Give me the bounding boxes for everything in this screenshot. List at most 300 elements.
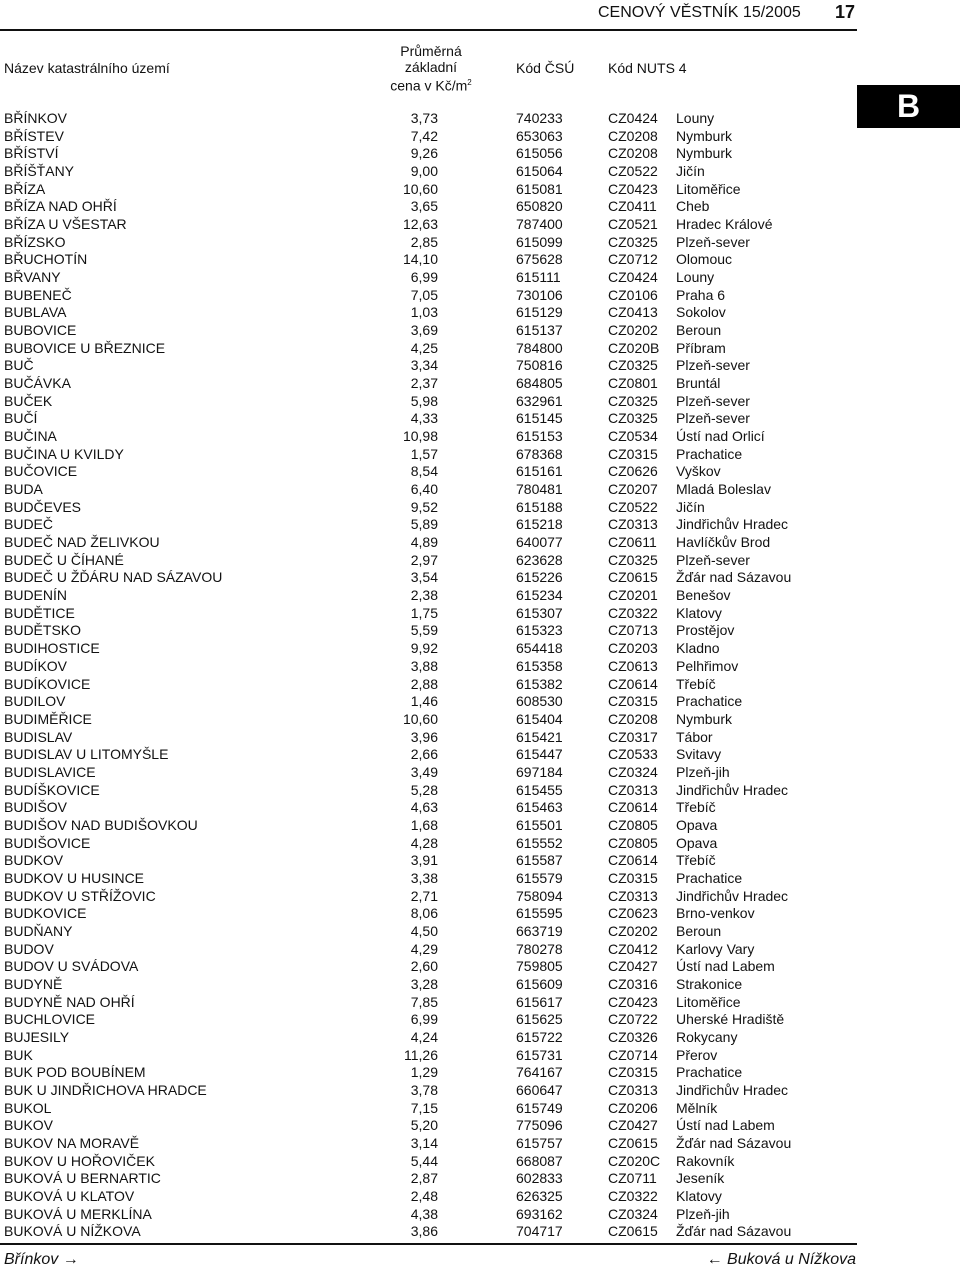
- cadastral-name: BUDIHOSTICE: [4, 640, 100, 657]
- cadastral-name: BŘÍSTVÍ: [4, 145, 59, 162]
- cadastral-name: BUDIŠOV NAD BUDIŠOVKOU: [4, 816, 198, 833]
- csu-code: 615749: [516, 1099, 563, 1116]
- csu-code: 660647: [516, 1081, 563, 1098]
- table-row: [0, 976, 857, 994]
- district-name: Hradec Králové: [676, 216, 773, 233]
- csu-code: 663719: [516, 922, 563, 939]
- table-row: [0, 393, 857, 411]
- district-name: Prachatice: [676, 1064, 743, 1081]
- district-name: Prachatice: [676, 869, 743, 886]
- cadastral-name: BUBLAVA: [4, 304, 67, 321]
- column-header-nuts: Kód NUTS 4: [608, 60, 687, 76]
- cadastral-name: BUDISLAVICE: [4, 763, 96, 780]
- average-price: 3,88: [410, 657, 438, 674]
- csu-code: 626325: [516, 1187, 563, 1204]
- nuts-code: CZ0313: [608, 781, 658, 798]
- csu-code: 654418: [516, 640, 563, 657]
- cadastral-name: BUDEČ NAD ŽELIVKOU: [4, 534, 160, 551]
- table-row: [0, 163, 857, 181]
- average-price: 11,26: [404, 1046, 438, 1063]
- district-name: Beroun: [676, 322, 722, 339]
- cadastral-name: BUČÍ: [4, 410, 38, 427]
- cadastral-name: BUČ: [4, 357, 34, 374]
- table-row: [0, 1011, 857, 1029]
- district-name: Opava: [676, 834, 718, 851]
- nuts-code: CZ0533: [608, 746, 658, 763]
- cadastral-name: BŘÍZSKO: [4, 233, 66, 250]
- average-price: 5,28: [410, 781, 438, 798]
- cadastral-name: BUKOVÁ U NÍŽKOVA: [4, 1223, 141, 1240]
- table-row: [0, 1029, 857, 1047]
- table-row: [0, 764, 857, 782]
- table-row: [0, 552, 857, 570]
- footer-rule: [0, 1243, 857, 1245]
- district-name: Sokolov: [676, 304, 726, 321]
- district-name: Mělník: [676, 1099, 718, 1116]
- csu-code: 640077: [516, 534, 563, 551]
- csu-code: 615056: [516, 145, 563, 162]
- csu-code: 787400: [516, 216, 563, 233]
- average-price: 4,63: [410, 799, 438, 816]
- average-price: 4,28: [410, 834, 438, 851]
- nuts-code: CZ0801: [608, 375, 658, 392]
- average-price: 1,75: [410, 604, 438, 621]
- table-row: [0, 905, 857, 923]
- csu-code: 615579: [516, 869, 563, 886]
- nuts-code: CZ0424: [608, 110, 658, 126]
- district-name: Plzeň-jih: [676, 763, 730, 780]
- average-price: 4,33: [410, 410, 438, 427]
- csu-code: 615137: [516, 322, 563, 339]
- price-header-line2: základní: [404, 59, 458, 75]
- district-name: Příbram: [676, 339, 726, 356]
- nuts-code: CZ0614: [608, 675, 658, 692]
- cadastral-name: BUKOL: [4, 1099, 52, 1116]
- csu-code: 675628: [516, 251, 563, 268]
- nuts-code: CZ0203: [608, 640, 658, 657]
- nuts-code: CZ0714: [608, 1046, 658, 1063]
- average-price: 2,37: [410, 375, 438, 392]
- average-price: 1,57: [410, 445, 438, 462]
- district-name: Rakovník: [676, 1152, 735, 1169]
- csu-code: 750816: [516, 357, 563, 374]
- nuts-code: CZ0412: [608, 940, 658, 957]
- nuts-code: CZ0322: [608, 1187, 658, 1204]
- table-row: [0, 534, 857, 552]
- nuts-code: CZ0324: [608, 763, 658, 780]
- footer-last-entry: ← Buková u Nížkova: [706, 1251, 856, 1268]
- district-name: Jičín: [676, 163, 705, 180]
- csu-code: 764167: [516, 1064, 563, 1081]
- csu-code: 615625: [516, 1011, 563, 1028]
- table-row: [0, 605, 857, 623]
- average-price: 1,46: [410, 693, 438, 710]
- average-price: 5,20: [410, 1117, 438, 1134]
- table-row: [0, 216, 857, 234]
- average-price: 3,34: [410, 357, 438, 374]
- table-row: [0, 693, 857, 711]
- csu-code: 615161: [516, 463, 563, 480]
- district-name: Ústí nad Labem: [676, 958, 775, 975]
- average-price: 9,52: [410, 498, 438, 515]
- table-row: [0, 1153, 857, 1171]
- nuts-code: CZ0313: [608, 887, 658, 904]
- nuts-code: CZ0411: [608, 198, 657, 215]
- district-name: Jindřichův Hradec: [676, 1081, 789, 1098]
- nuts-code: CZ0208: [608, 127, 658, 144]
- csu-code: 615081: [516, 180, 563, 197]
- csu-code: 615129: [516, 304, 563, 321]
- nuts-code: CZ0325: [608, 233, 658, 250]
- nuts-code: CZ0315: [608, 869, 658, 886]
- table-row: [0, 622, 857, 640]
- csu-code: 615757: [516, 1134, 563, 1151]
- nuts-code: CZ0325: [608, 551, 658, 568]
- cadastral-name: BŘVANY: [4, 269, 61, 286]
- cadastral-name: BŘÍŠŤANY: [4, 163, 75, 180]
- csu-code: 615609: [516, 975, 563, 992]
- district-name: Plzeň-sever: [676, 410, 750, 427]
- average-price: 9,92: [410, 640, 438, 657]
- average-price: 2,38: [410, 587, 438, 604]
- nuts-code: CZ0315: [608, 693, 658, 710]
- nuts-code: CZ0805: [608, 816, 658, 833]
- nuts-code: CZ0326: [608, 1028, 658, 1045]
- average-price: 10,60: [402, 180, 438, 197]
- average-price: 10,98: [402, 428, 438, 445]
- table-row: [0, 446, 857, 464]
- district-name: Litoměřice: [676, 993, 741, 1010]
- csu-code: 615552: [516, 834, 563, 851]
- table-row: [0, 145, 857, 163]
- average-price: 7,42: [410, 127, 438, 144]
- nuts-code: CZ0413: [608, 304, 658, 321]
- average-price: 14,10: [402, 251, 438, 268]
- district-name: Přerov: [676, 1046, 718, 1063]
- nuts-code: CZ0615: [608, 569, 658, 586]
- csu-code: 615731: [516, 1046, 563, 1063]
- csu-code: 615501: [516, 816, 563, 833]
- average-price: 8,06: [410, 905, 438, 922]
- district-name: Svitavy: [676, 746, 722, 763]
- cadastral-name: BUDIŠOVICE: [4, 834, 91, 851]
- district-name: Havlíčkův Brod: [676, 534, 771, 551]
- average-price: 2,85: [410, 233, 438, 250]
- district-name: Pelhřimov: [676, 657, 739, 674]
- nuts-code: CZ0534: [608, 428, 658, 445]
- nuts-code: CZ0106: [608, 286, 658, 303]
- csu-code: 615226: [516, 569, 563, 586]
- csu-code: 784800: [516, 339, 563, 356]
- cadastral-name: BUDENÍN: [4, 587, 68, 604]
- nuts-code: CZ0206: [608, 1099, 658, 1116]
- cadastral-name: BUDĚTSKO: [4, 622, 82, 639]
- district-name: Ústí nad Labem: [676, 1117, 775, 1134]
- nuts-code: CZ020C: [608, 1152, 661, 1169]
- table-row: [0, 941, 857, 959]
- average-price: 2,71: [410, 887, 438, 904]
- district-name: Tábor: [676, 728, 713, 745]
- cadastral-name: BUDĚTICE: [4, 604, 75, 621]
- nuts-code: CZ0427: [608, 958, 658, 975]
- cadastral-name: BUBOVICE: [4, 322, 77, 339]
- csu-code: 615111: [516, 269, 561, 286]
- csu-code: 615153: [516, 428, 563, 445]
- cadastral-name: BŘUCHOTÍN: [4, 251, 88, 268]
- cadastral-name: BUK U JINDŘICHOVA HRADCE: [4, 1081, 207, 1098]
- district-name: Beroun: [676, 922, 722, 939]
- nuts-code: CZ0424: [608, 269, 658, 286]
- table-row: [0, 251, 857, 269]
- csu-code: 759805: [516, 958, 563, 975]
- table-row: [0, 516, 857, 534]
- csu-code: 678368: [516, 445, 563, 462]
- table-row: [0, 923, 857, 941]
- nuts-code: CZ0201: [608, 587, 658, 604]
- csu-code: 684805: [516, 375, 563, 392]
- page-header-title: CENOVÝ VĚSTNÍK 15/2005: [598, 4, 801, 21]
- average-price: 2,60: [410, 958, 438, 975]
- csu-code: 615722: [516, 1028, 563, 1045]
- nuts-code: CZ0522: [608, 498, 658, 515]
- nuts-code: CZ0614: [608, 852, 658, 869]
- table-row: [0, 958, 857, 976]
- cadastral-name: BUČOVICE: [4, 463, 78, 480]
- csu-code: 615463: [516, 799, 563, 816]
- nuts-code: CZ0325: [608, 357, 658, 374]
- district-name: Bruntál: [676, 375, 721, 392]
- section-letter-tab: B: [857, 85, 960, 128]
- average-price: 8,54: [410, 463, 438, 480]
- cadastral-name: BUKOV U HOŘOVIČEK: [4, 1152, 155, 1169]
- cadastral-name: BUDISLAV: [4, 728, 73, 745]
- csu-code: 608530: [516, 693, 563, 710]
- average-price: 3,69: [410, 322, 438, 339]
- cadastral-name: BUČÁVKA: [4, 375, 71, 392]
- average-price: 7,15: [410, 1099, 438, 1116]
- nuts-code: CZ0614: [608, 799, 658, 816]
- nuts-code: CZ0322: [608, 604, 658, 621]
- nuts-code: CZ0613: [608, 657, 658, 674]
- csu-code: 615218: [516, 516, 563, 533]
- cadastral-name: BUDKOV: [4, 852, 64, 869]
- district-name: Plzeň-sever: [676, 551, 750, 568]
- table-row: [0, 499, 857, 517]
- table-row: [0, 269, 857, 287]
- nuts-code: CZ0313: [608, 1081, 658, 1098]
- header-rule: [0, 29, 857, 31]
- district-name: Plzeň-jih: [676, 1205, 730, 1222]
- average-price: 5,44: [410, 1152, 438, 1169]
- average-price: 3,65: [410, 198, 438, 215]
- average-price: 6,99: [410, 269, 438, 286]
- cadastral-name: BUDÍKOV: [4, 657, 68, 674]
- table-row: [0, 658, 857, 676]
- average-price: 4,89: [410, 534, 438, 551]
- cadastral-name: BUKOVÁ U KLATOV: [4, 1187, 135, 1204]
- table-row: [0, 729, 857, 747]
- column-header-price: [385, 43, 477, 94]
- nuts-code: CZ0626: [608, 463, 658, 480]
- district-name: Klatovy: [676, 1187, 722, 1204]
- footer-first-entry: Břínkov →: [4, 1251, 79, 1268]
- cadastral-name: BUK: [4, 1046, 33, 1063]
- nuts-code: CZ0325: [608, 410, 658, 427]
- district-name: Mladá Boleslav: [676, 481, 771, 498]
- table-row: [0, 994, 857, 1012]
- nuts-code: CZ0805: [608, 834, 658, 851]
- csu-code: 615404: [516, 710, 563, 727]
- table-row: [0, 322, 857, 340]
- district-name: Louny: [676, 269, 715, 286]
- cadastral-name: BUDEČ U ČÍHANÉ: [4, 551, 124, 568]
- average-price: 7,05: [410, 286, 438, 303]
- average-price: 12,63: [402, 216, 438, 233]
- district-name: Třebíč: [676, 675, 716, 692]
- average-price: 3,96: [410, 728, 438, 745]
- average-price: 5,59: [410, 622, 438, 639]
- cadastral-name: BUČINA: [4, 428, 57, 445]
- cadastral-name: BŘÍZA: [4, 180, 46, 197]
- average-price: 3,91: [410, 852, 438, 869]
- cadastral-name: BUČINA U KVILDY: [4, 445, 124, 462]
- cadastral-name: BUDKOVICE: [4, 905, 87, 922]
- price-unit-exponent: 2: [467, 78, 472, 87]
- district-name: Louny: [676, 110, 715, 126]
- csu-code: 602833: [516, 1170, 563, 1187]
- table-row: [0, 1064, 857, 1082]
- nuts-code: CZ0313: [608, 516, 658, 533]
- district-name: Prachatice: [676, 693, 743, 710]
- table-row: [0, 799, 857, 817]
- average-price: 2,66: [410, 746, 438, 763]
- nuts-code: CZ0208: [608, 710, 658, 727]
- nuts-code: CZ0208: [608, 145, 658, 162]
- average-price: 10,60: [402, 710, 438, 727]
- table-row: [0, 1082, 857, 1100]
- csu-code: 615323: [516, 622, 563, 639]
- nuts-code: CZ0207: [608, 481, 658, 498]
- cadastral-name: BUDIŠOV: [4, 799, 68, 816]
- data-table: [0, 110, 857, 1241]
- district-name: Prachatice: [676, 445, 743, 462]
- district-name: Jičín: [676, 498, 705, 515]
- csu-code: 615234: [516, 587, 563, 604]
- page-number: 17: [835, 2, 856, 22]
- cadastral-name: BUDA: [4, 481, 43, 498]
- table-row: [0, 410, 857, 428]
- table-row: [0, 569, 857, 587]
- table-row: [0, 1135, 857, 1153]
- district-name: Brno-venkov: [676, 905, 755, 922]
- cadastral-name: BUDISLAV U LITOMYŠLE: [4, 746, 169, 763]
- table-row: [0, 234, 857, 252]
- district-name: Karlovy Vary: [676, 940, 755, 957]
- district-name: Litoměřice: [676, 180, 741, 197]
- district-name: Rokycany: [676, 1028, 738, 1045]
- average-price: 3,86: [410, 1223, 438, 1240]
- district-name: Kladno: [676, 640, 720, 657]
- district-name: Vyškov: [676, 463, 721, 480]
- cadastral-name: BUBOVICE U BŘEZNICE: [4, 339, 166, 356]
- cadastral-name: BUDÍKOVICE: [4, 675, 91, 692]
- district-name: Uherské Hradiště: [676, 1011, 785, 1028]
- average-price: 3,49: [410, 763, 438, 780]
- district-name: Plzeň-sever: [676, 233, 750, 250]
- cadastral-name: BUČEK: [4, 392, 53, 409]
- district-name: Žďár nad Sázavou: [676, 1223, 792, 1240]
- table-row: [0, 870, 857, 888]
- district-name: Opava: [676, 816, 718, 833]
- table-row: [0, 817, 857, 835]
- nuts-code: CZ0623: [608, 905, 658, 922]
- cadastral-name: BUBENEČ: [4, 286, 72, 303]
- price-header-line3: [385, 75, 477, 94]
- nuts-code: CZ0611: [608, 534, 657, 551]
- table-row: [0, 711, 857, 729]
- cadastral-name: BŘÍNKOV: [4, 110, 68, 126]
- district-name: Třebíč: [676, 799, 716, 816]
- average-price: 3,54: [410, 569, 438, 586]
- nuts-code: CZ0315: [608, 445, 658, 462]
- cadastral-name: BUKOVÁ U MERKLÍNA: [4, 1205, 152, 1222]
- average-price: 5,89: [410, 516, 438, 533]
- nuts-code: CZ0712: [608, 251, 658, 268]
- table-row: [0, 1100, 857, 1118]
- average-price: 3,38: [410, 869, 438, 886]
- nuts-code: CZ0202: [608, 322, 658, 339]
- cadastral-name: BUDILOV: [4, 693, 66, 710]
- district-name: Prostějov: [676, 622, 735, 639]
- cadastral-name: BUDOV U SVÁDOVA: [4, 958, 139, 975]
- csu-code: 730106: [516, 286, 563, 303]
- table-row: [0, 128, 857, 146]
- district-name: Olomouc: [676, 251, 733, 268]
- csu-code: 615617: [516, 993, 563, 1010]
- column-header-name: Název katastrálního území: [4, 60, 170, 76]
- district-name: Jindřichův Hradec: [676, 516, 789, 533]
- nuts-code: CZ0325: [608, 392, 658, 409]
- average-price: 2,97: [410, 551, 438, 568]
- cadastral-name: BUKOVÁ U BERNARTIC: [4, 1170, 161, 1187]
- nuts-code: CZ0522: [608, 163, 658, 180]
- district-name: Praha 6: [676, 286, 726, 303]
- csu-code: 780278: [516, 940, 563, 957]
- price-header-line1: Průměrná: [400, 43, 462, 59]
- average-price: 3,28: [410, 975, 438, 992]
- nuts-code: CZ0423: [608, 993, 658, 1010]
- csu-code: 615358: [516, 657, 563, 674]
- table-row: [0, 640, 857, 658]
- csu-code: 623628: [516, 551, 563, 568]
- average-price: 4,25: [410, 339, 438, 356]
- average-price: 6,99: [410, 1011, 438, 1028]
- average-price: 3,14: [410, 1134, 438, 1151]
- nuts-code: CZ0316: [608, 975, 658, 992]
- column-header-csu: Kód ČSÚ: [516, 60, 575, 76]
- cadastral-name: BUDIMĚŘICE: [4, 710, 92, 727]
- csu-code: 697184: [516, 763, 563, 780]
- nuts-code: CZ0315: [608, 1064, 658, 1081]
- csu-code: 615455: [516, 781, 563, 798]
- cadastral-name: BŘÍZA U VŠESTAR: [4, 216, 127, 233]
- district-name: Benešov: [676, 587, 731, 604]
- table-row: [0, 198, 857, 216]
- district-name: Žďár nad Sázavou: [676, 1134, 792, 1151]
- average-price: 3,73: [410, 110, 438, 126]
- table-row: [0, 1206, 857, 1224]
- average-price: 4,24: [410, 1028, 438, 1045]
